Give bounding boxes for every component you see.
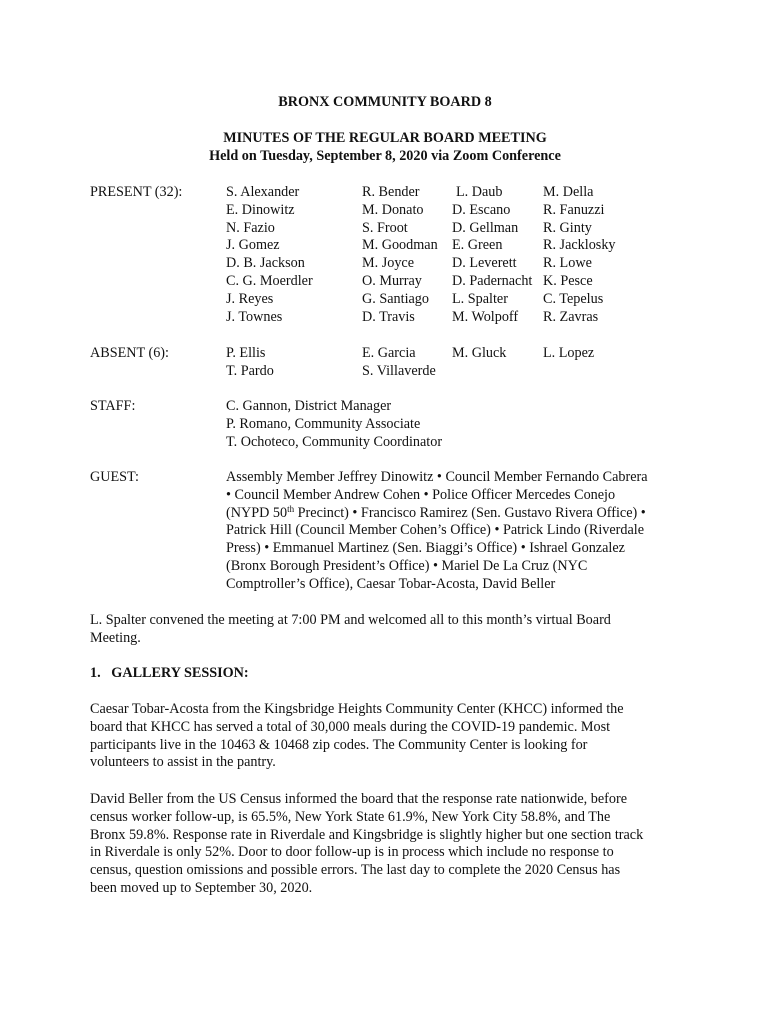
present-column-2 xyxy=(362,184,438,326)
present-column-4 xyxy=(543,184,616,326)
member-name: J. Gomez xyxy=(226,237,280,254)
member-name: L. Spalter xyxy=(452,290,508,307)
guest-line: Comptroller’s Office), Caesar Tobar-Acosta, David Beller xyxy=(226,575,556,592)
member-name: D. Gellman xyxy=(452,219,519,236)
opening-paragraph xyxy=(90,612,690,648)
absent-column-1 xyxy=(226,345,274,381)
paragraph-line: L. Spalter convened the meeting at 7:00 PM and welcomed all to this month’s virtual Board xyxy=(90,612,611,628)
paragraph-line: census worker follow-up, is 65.5%, New York State 61.9%, New York City 58.8%, and The xyxy=(90,808,611,825)
member-name: C. G. Moerdler xyxy=(226,272,313,289)
paragraph-line: Caesar Tobar-Acosta from the Kingsbridge Heights Community Center (KHCC) informed the xyxy=(90,701,624,717)
member-name: E. Garcia xyxy=(362,345,416,361)
guest-line-text: Precinct) • Francisco Ramirez (Sen. Gustavo Rivera Office) • xyxy=(294,504,646,521)
present-column-3 xyxy=(452,184,532,326)
paragraph-line: census, question omissions and possible errors. The last day to complete the 2020 Census has xyxy=(90,862,621,879)
absent-label: ABSENT (6): xyxy=(90,345,169,361)
gallery-paragraph-1 xyxy=(90,701,690,772)
member-name: C. Tepelus xyxy=(543,290,604,307)
absent-column-3 xyxy=(452,345,506,363)
present-label: PRESENT (32): xyxy=(90,184,183,200)
absent-column-2 xyxy=(362,345,436,381)
member-name: E. Green xyxy=(452,237,503,254)
section-heading-gallery: 1. GALLERY SESSION: xyxy=(90,665,249,681)
paragraph-line: David Beller from the US Census informed the board that the response rate nationwide, before xyxy=(90,791,627,807)
member-name: R. Bender xyxy=(362,184,420,200)
member-name: R. Fanuzzi xyxy=(543,201,605,218)
guest-line: (Bronx Borough President’s Office) • Mariel De La Cruz (NYC xyxy=(226,557,588,574)
paragraph-line: Bronx 59.8%. Response rate in Riverdale and Kingsbridge is slightly higher but one section track xyxy=(90,826,644,843)
member-name: M. Donato xyxy=(362,201,424,218)
member-name: E. Dinowitz xyxy=(226,201,295,218)
member-name: K. Pesce xyxy=(543,272,593,289)
member-name: M. Goodman xyxy=(362,237,438,254)
guest-label: GUEST: xyxy=(90,469,139,485)
member-name: P. Ellis xyxy=(226,345,266,361)
member-name: J. Reyes xyxy=(226,290,274,307)
member-name: M. Wolpoff xyxy=(452,308,519,325)
paragraph-line: participants live in the 10463 & 10468 zip codes. The Community Center is looking for xyxy=(90,736,588,753)
member-name: G. Santiago xyxy=(362,290,429,307)
staff-member: C. Gannon, District Manager xyxy=(226,398,392,414)
member-name: T. Pardo xyxy=(226,362,274,379)
member-name: S. Alexander xyxy=(226,184,300,200)
staff-member: T. Ochoteco, Community Coordinator xyxy=(226,433,443,450)
guest-line: Press) • Emmanuel Martinez (Sen. Biaggi’s Office) • Ishrael Gonzalez xyxy=(226,540,625,557)
guest-list xyxy=(226,469,648,594)
staff-member: P. Romano, Community Associate xyxy=(226,415,421,432)
guest-line: Patrick Hill (Council Member Cohen’s Office) • Patrick Lindo (Riverdale xyxy=(226,522,645,539)
member-name: J. Townes xyxy=(226,308,283,325)
paragraph-line: Meeting. xyxy=(90,629,141,646)
minutes-title: MINUTES OF THE REGULAR BOARD MEETING xyxy=(223,130,547,146)
guest-line xyxy=(226,505,648,523)
paragraph-line: volunteers to assist in the pantry. xyxy=(90,754,276,771)
present-column-1 xyxy=(226,184,313,326)
guest-line-text: (NYPD 50 xyxy=(226,504,288,521)
member-name: S. Froot xyxy=(362,219,408,236)
member-name: D. Travis xyxy=(362,308,415,325)
guest-line: Assembly Member Jeffrey Dinowitz • Council Member Fernando Cabrera xyxy=(226,469,648,485)
staff-label: STAFF: xyxy=(90,398,136,414)
member-name: N. Fazio xyxy=(226,219,275,236)
member-name: L. Lopez xyxy=(543,345,595,361)
member-name: D. B. Jackson xyxy=(226,255,305,272)
member-name: R. Ginty xyxy=(543,219,592,236)
member-name: D. Padernacht xyxy=(452,272,533,289)
member-name: D. Leverett xyxy=(452,255,517,272)
paragraph-line: board that KHCC has served a total of 30,000 meals during the COVID-19 pandemic. Most xyxy=(90,718,611,735)
absent-column-4 xyxy=(543,345,594,363)
member-name: M. Gluck xyxy=(452,345,507,361)
staff-list xyxy=(226,398,442,451)
member-name: D. Escano xyxy=(452,201,511,218)
member-name: R. Lowe xyxy=(543,255,592,272)
guest-line: • Council Member Andrew Cohen • Police Officer Mercedes Conejo xyxy=(226,486,616,503)
member-name: M. Della xyxy=(543,184,594,200)
member-name: S. Villaverde xyxy=(362,362,436,379)
board-name: BRONX COMMUNITY BOARD 8 xyxy=(278,94,492,110)
member-name: L. Daub xyxy=(456,184,503,200)
member-name: R. Jacklosky xyxy=(543,237,616,254)
gallery-paragraph-2 xyxy=(90,791,690,898)
member-name: R. Zavras xyxy=(543,308,599,325)
paragraph-line: in Riverdale is only 52%. Door to door follow-up is in process which include no response to xyxy=(90,844,614,861)
member-name: O. Murray xyxy=(362,272,422,289)
member-name: M. Joyce xyxy=(362,255,415,272)
meeting-date: Held on Tuesday, September 8, 2020 via Zoom Conference xyxy=(209,148,561,164)
ordinal-suffix: th xyxy=(287,503,295,514)
paragraph-line: been moved up to September 30, 2020. xyxy=(90,879,313,896)
